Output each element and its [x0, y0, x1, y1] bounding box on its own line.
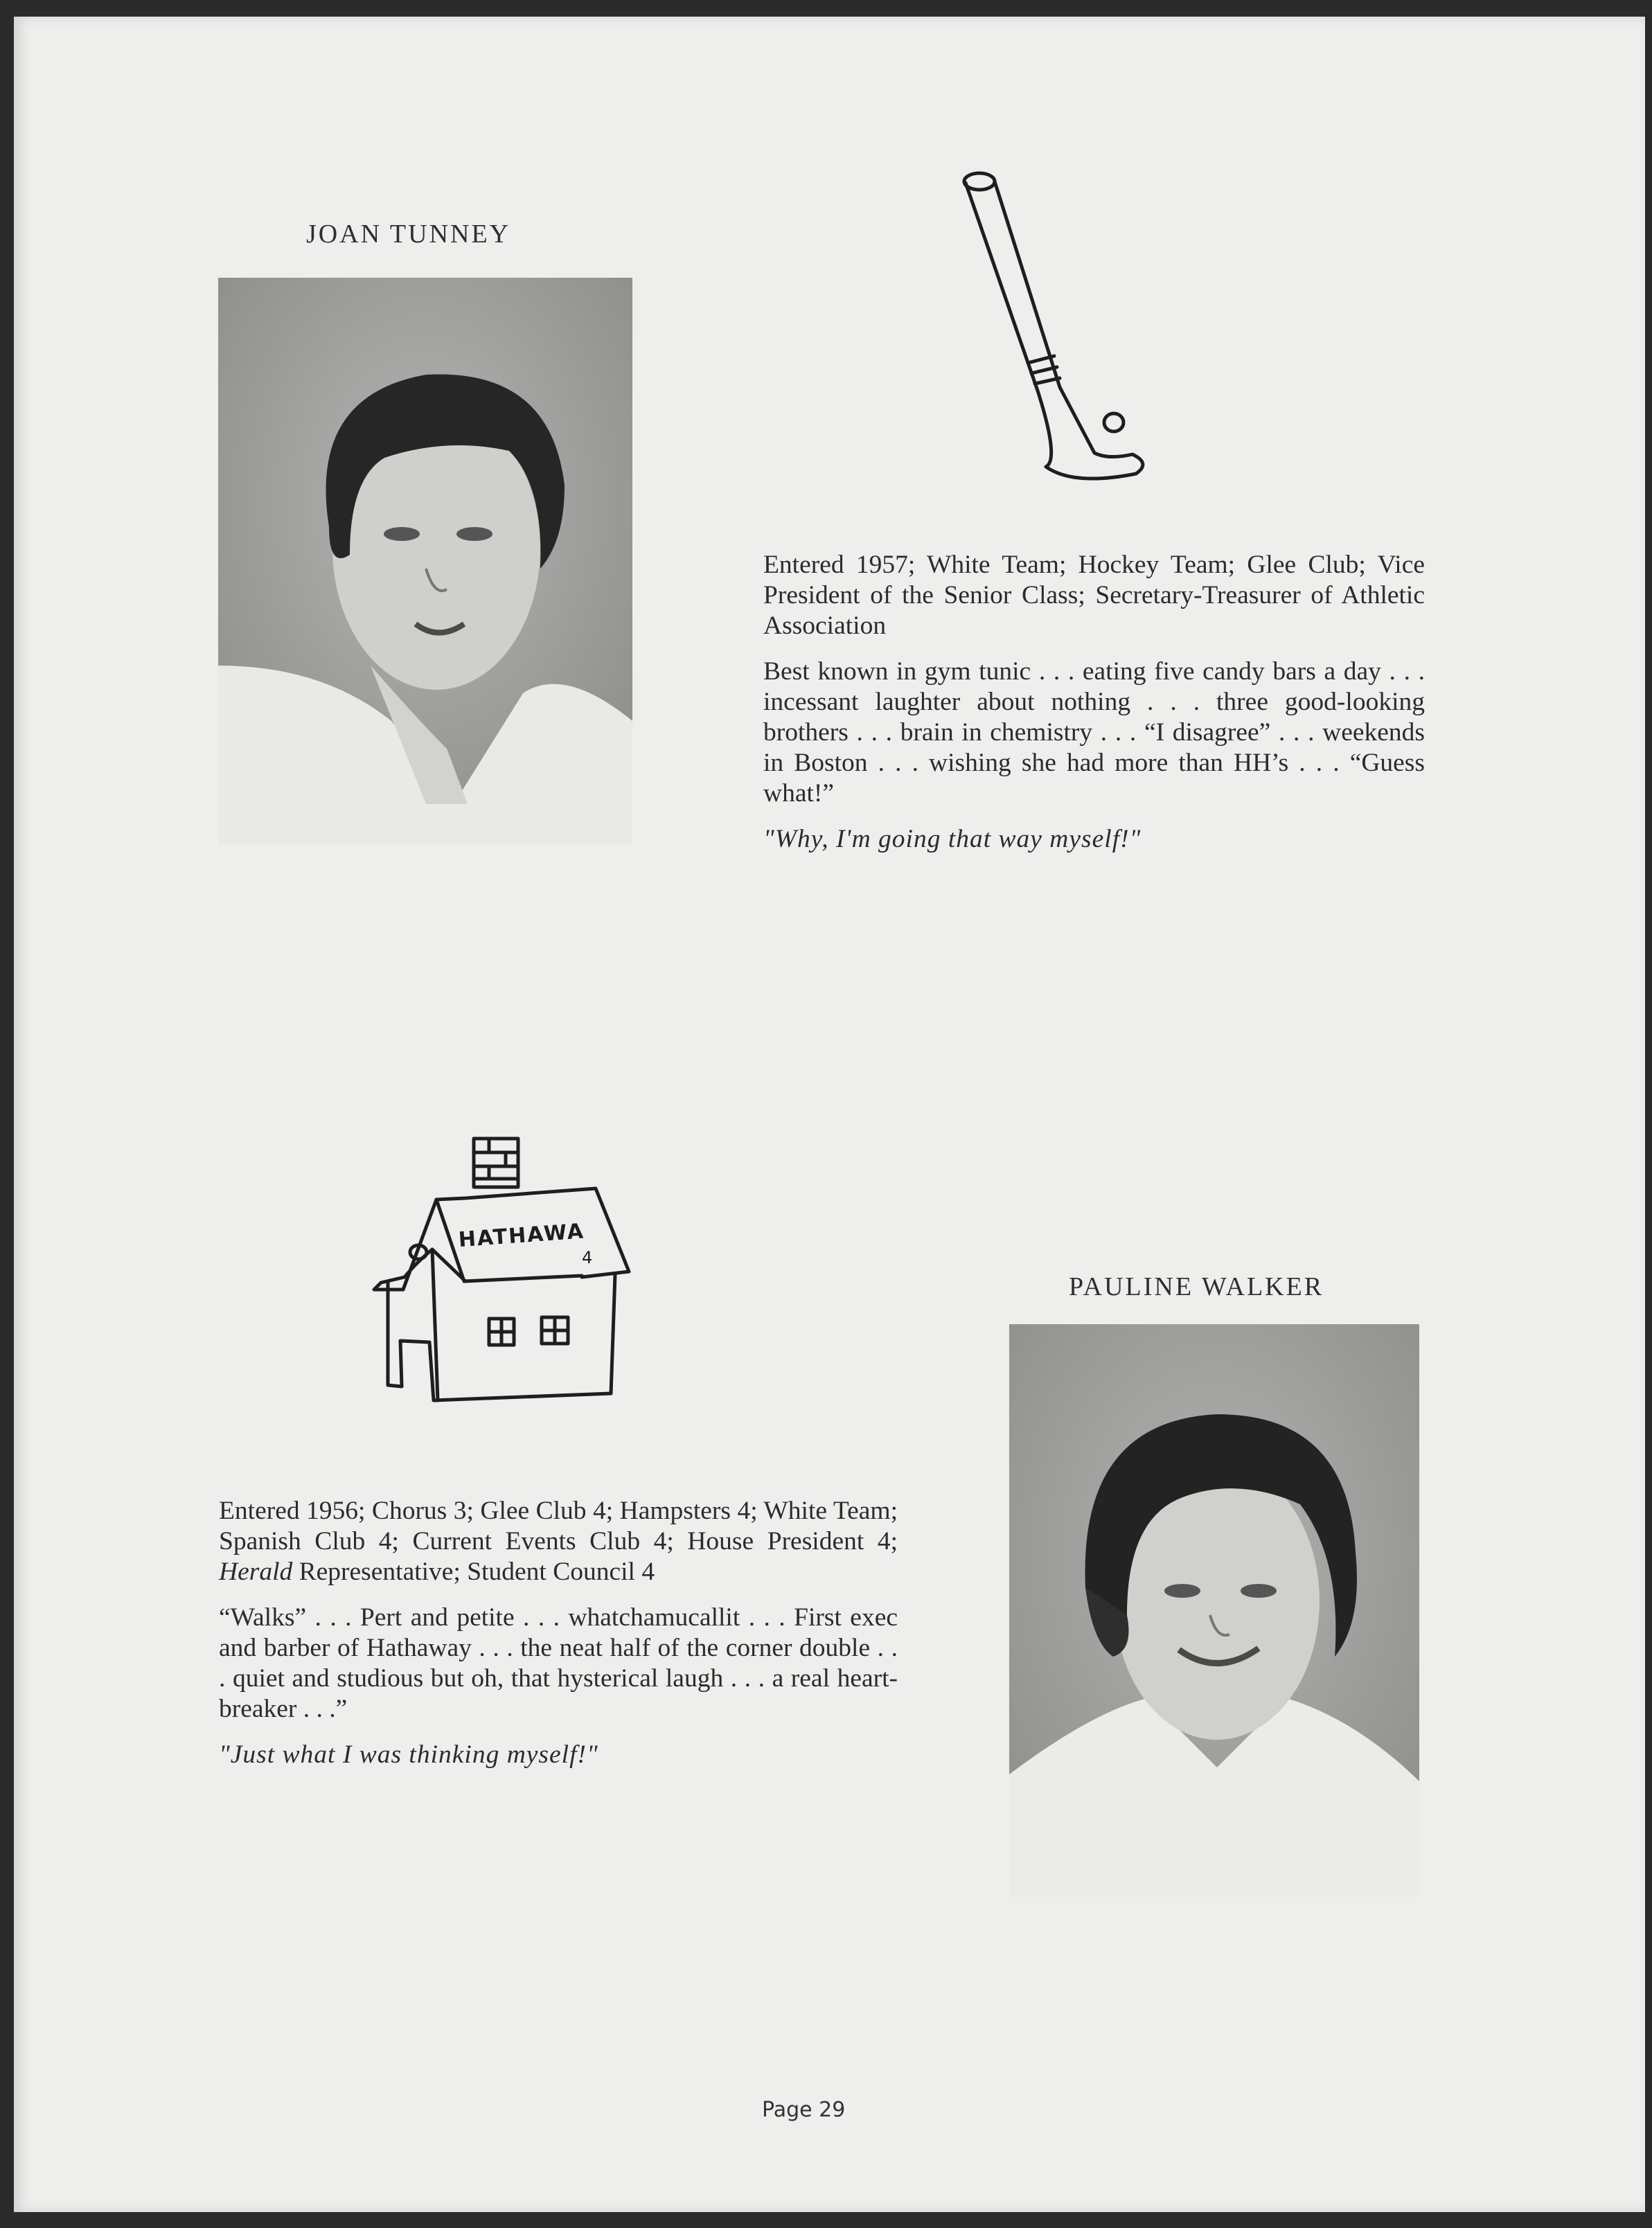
activities-pauline: [219, 1496, 898, 1587]
student-name-joan: JOAN TUNNEY: [306, 220, 511, 249]
portrait-joan-tunney: [218, 278, 632, 844]
hockey-stick-drawing: [956, 155, 1164, 501]
activities-pauline-part1: Entered 1956; Chorus 3; Glee Club 4; Hampsters 4; White Team; Spanish Club 4; Current Events Club 4; House President 4;: [219, 1497, 898, 1556]
portrait-pauline-walker: [1009, 1324, 1419, 1897]
quote-pauline: "Just what I was thinking myself!": [219, 1740, 598, 1769]
page-number: Page 29: [762, 2098, 846, 2122]
activities-pauline-herald: Herald: [219, 1558, 293, 1586]
bio-pauline-walker: [219, 1496, 898, 1785]
quote-joan: "Why, I'm going that way myself!": [763, 825, 1142, 853]
bio-joan-tunney: [763, 550, 1425, 870]
student-name-pauline: PAULINE WALKER: [1069, 1272, 1324, 1301]
house-sign-number: 4: [582, 1248, 593, 1267]
house-sign-text: HATHAWA: [457, 1219, 586, 1253]
scan-border: [0, 2213, 1652, 2228]
activities-pauline-part2: Representative; Student Council 4: [299, 1558, 655, 1586]
yearbook-page: [14, 17, 1645, 2212]
hathaway-house-drawing: [360, 1118, 637, 1409]
activities-joan: Entered 1957; White Team; Hockey Team; Glee Club; Vice President of the Senior Class; Secretary-Treasurer of Athletic Association: [763, 551, 1425, 640]
description-pauline: “Walks” . . . Pert and petite . . . whatchamucallit . . . First exec and barber of Hathaway . . . the neat half of the corner double . . . quiet and studious but oh, that hysterical laugh . . . a real heart-breaker . . .”: [219, 1603, 898, 1723]
description-joan: Best known in gym tunic . . . eating five candy bars a day . . . incessant laughter about nothing . . . three good-looking brothers . . . brain in chemistry . . . “I disagree” . . . weekends in Boston . . . wishing she had more than HH’s . . . “Guess what!”: [763, 657, 1425, 808]
